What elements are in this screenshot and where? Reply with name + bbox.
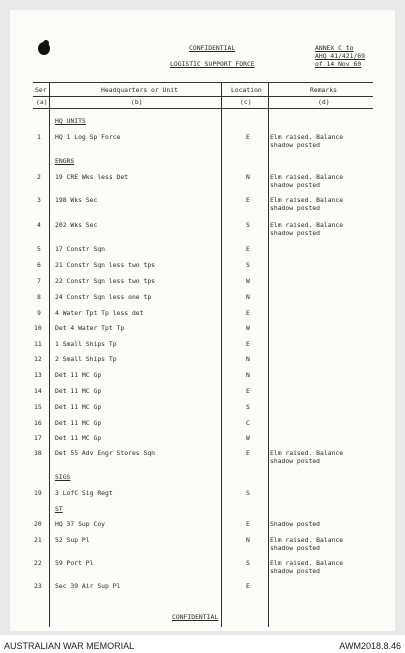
caption-accession: AWM2018.8.46: [339, 641, 401, 651]
row-location: N: [246, 293, 250, 301]
annex-line-1: ANNEX C to: [315, 44, 354, 52]
row-location: S: [246, 403, 250, 411]
section-title: ST: [55, 505, 63, 513]
row-location: W: [246, 434, 250, 442]
row-location: N: [246, 173, 250, 181]
annex-line-2: AHQ 41/421/69: [315, 52, 366, 60]
row-remark: Elm raised. Balance: [270, 133, 344, 141]
annex-line-3: of 14 Nov 60: [315, 60, 362, 68]
row-unit: Det 11 MC Gp: [55, 434, 102, 442]
row-remark: shadow posted: [270, 204, 321, 212]
row-serial: 7: [37, 277, 41, 285]
row-unit: 198 Wks Sec: [55, 196, 98, 204]
row-unit: 1 Small Ships Tp: [55, 340, 117, 348]
row-serial: 14: [34, 387, 42, 395]
row-serial: 16: [34, 419, 42, 427]
row-unit: 17 Constr Sqn: [55, 245, 106, 253]
section-title: SIGS: [55, 473, 71, 481]
row-location: S: [246, 261, 250, 269]
row-serial: 15: [34, 403, 42, 411]
row-unit: 24 Constr Sqn less one tp: [55, 293, 152, 301]
row-serial: 23: [34, 582, 42, 590]
row-serial: 3: [37, 196, 41, 204]
row-location: S: [246, 489, 250, 497]
column-sub-a: (a): [36, 98, 48, 106]
row-serial: 5: [37, 245, 41, 253]
row-location: E: [246, 196, 250, 204]
row-remark: Elm raised. Balance: [270, 559, 344, 567]
row-location: S: [246, 559, 250, 567]
row-remark: Elm raised. Balance: [270, 536, 344, 544]
row-serial: 18: [34, 449, 42, 457]
row-unit: Det 11 MC Gp: [55, 419, 102, 427]
row-serial: 21: [34, 536, 42, 544]
row-unit: Det 11 MC Gp: [55, 371, 102, 379]
column-divider: [221, 82, 222, 627]
row-location: E: [246, 387, 250, 395]
row-serial: 12: [34, 355, 42, 363]
row-unit: HQ 37 Sup Coy: [55, 520, 106, 528]
row-location: W: [246, 277, 250, 285]
row-serial: 19: [34, 489, 42, 497]
caption-source: AUSTRALIAN WAR MEMORIAL: [4, 641, 135, 651]
column-header-ser: Ser: [35, 86, 47, 94]
row-remark: Elm raised. Balance: [270, 221, 344, 229]
row-unit: 59 Port Pl: [55, 559, 94, 567]
row-serial: 8: [37, 293, 41, 301]
row-unit: Det 11 MC Gp: [55, 403, 102, 411]
row-remark: Elm raised. Balance: [270, 196, 344, 204]
confidential-footer: CONFIDENTIAL: [172, 613, 219, 621]
row-location: S: [246, 221, 250, 229]
row-remark: Elm raised. Balance: [270, 449, 344, 457]
row-location: E: [246, 582, 250, 590]
row-unit: Sec 39 Air Sup Pl: [55, 582, 121, 590]
column-sub-d: (d): [318, 98, 330, 106]
row-serial: 11: [34, 340, 42, 348]
row-location: E: [246, 309, 250, 317]
caption-bar: [0, 635, 405, 653]
row-location: N: [246, 355, 250, 363]
row-remark: shadow posted: [270, 457, 321, 465]
column-header-remarks: Remarks: [310, 86, 337, 94]
row-location: E: [246, 340, 250, 348]
row-serial: 1: [37, 133, 41, 141]
confidential-header: CONFIDENTIAL: [189, 44, 236, 52]
row-location: E: [246, 449, 250, 457]
row-unit: 22 Constr Sqn less two tps: [55, 277, 156, 285]
row-location: C: [246, 419, 250, 427]
row-remark: shadow posted: [270, 229, 321, 237]
row-unit: 202 Wks Sec: [55, 221, 98, 229]
row-remark: shadow posted: [270, 141, 321, 149]
row-location: E: [246, 520, 250, 528]
row-unit: 3 LofC Sig Regt: [55, 489, 113, 497]
row-unit: 4 Water Tpt Tp less det: [55, 309, 144, 317]
row-serial: 4: [37, 221, 41, 229]
column-divider: [49, 82, 50, 627]
row-serial: 17: [34, 434, 42, 442]
row-remark: shadow posted: [270, 544, 321, 552]
row-serial: 9: [37, 309, 41, 317]
column-header-location: Location: [231, 86, 262, 94]
row-remark: shadow posted: [270, 567, 321, 575]
row-remark: Shadow posted: [270, 520, 321, 528]
row-unit: 19 CRE Wks less Det: [55, 173, 129, 181]
row-remark: shadow posted: [270, 181, 321, 189]
section-title: ENGRS: [55, 157, 75, 165]
column-divider: [268, 82, 269, 627]
row-unit: 52 Sup Pl: [55, 536, 90, 544]
row-serial: 2: [37, 173, 41, 181]
row-remark: Elm raised. Balance: [270, 173, 344, 181]
table-top-rule: [33, 82, 373, 83]
document-title: LOGISTIC SUPPORT FORCE: [170, 60, 255, 68]
row-unit: HQ 1 Log Sp Force: [55, 133, 121, 141]
row-location: N: [246, 371, 250, 379]
punch-hole-mark: [43, 40, 49, 46]
table-header-rule: [33, 96, 373, 97]
row-location: E: [246, 245, 250, 253]
row-serial: 10: [34, 324, 42, 332]
row-unit: Det 11 MC Gp: [55, 387, 102, 395]
section-title: HQ UNITS: [55, 117, 86, 125]
column-header-unit: Headquarters or Unit: [101, 86, 178, 94]
row-location: N: [246, 536, 250, 544]
row-unit: 21 Constr Sqn less two tps: [55, 261, 156, 269]
row-unit: Det 4 Water Tpt Tp: [55, 324, 125, 332]
table-subheader-rule: [33, 108, 373, 109]
row-serial: 6: [37, 261, 41, 269]
row-unit: Det 55 Adv Engr Stores Sqn: [55, 449, 156, 457]
row-serial: 22: [34, 559, 42, 567]
row-location: E: [246, 133, 250, 141]
column-sub-b: (b): [131, 98, 143, 106]
row-unit: 2 Small Ships Tp: [55, 355, 117, 363]
row-location: W: [246, 324, 250, 332]
column-sub-c: (c): [240, 98, 252, 106]
row-serial: 20: [34, 520, 42, 528]
row-serial: 13: [34, 371, 42, 379]
